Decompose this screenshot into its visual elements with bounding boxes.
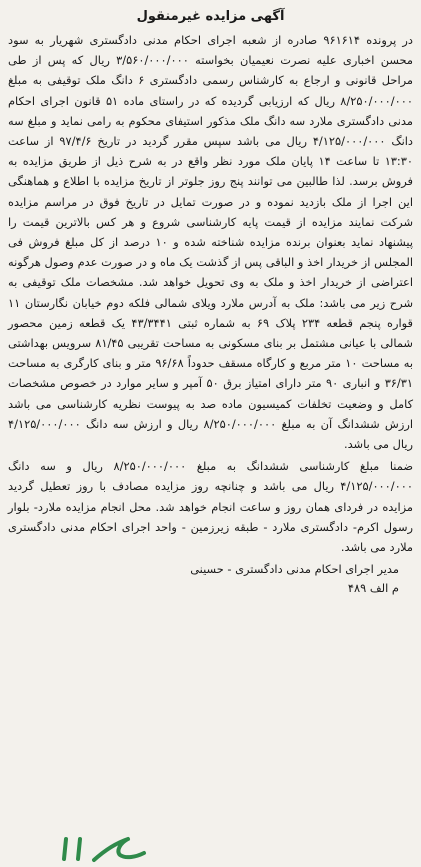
- notice-signature: مدیر اجرای احکام مدنی دادگستری - حسینی: [190, 562, 399, 577]
- notice-title: آگهی مزایده غیرمنقول: [136, 9, 285, 24]
- handwritten-number-stamp: [58, 833, 148, 863]
- notice-body-paragraph-2: ضمنا مبلغ کارشناسی ششدانگ به مبلغ ۸/۲۵۰/۰۰۰/۰۰۰ ریال و سه دانگ ۴/۱۲۵/۰۰۰/۰۰۰ ریال می باشد و چنانچه روز مزایده مصادف با روز تعطیل گردید مزایده در فردای همان روز و ساعت انجام خواهد شد. محل انجام مزایده ملارد- بلوار رسول اکرم- دادگستری ملارد - طبقه زیرزمین - واحد اجرای احکام مدنی دادگستری ملارد می باشد.: [8, 459, 414, 555]
- notice-reference-code: م الف ۴۸۹: [347, 581, 399, 596]
- notice-body-paragraph-1: در پرونده ۹۶۱۶۱۴ صادره از شعبه اجرای احکام مدنی دادگستری شهریار به سود محسن اخباری علیه نصرت نعیمیان بخواسته ۳/۵۶۰/۰۰۰/۰۰۰ ریال که پس از طی مراحل قانونی و ارجاع به کارشناس رسمی دادگستری ۶ دانگ ملک توقیفی به مبلغ ۸/۲۵۰/۰۰۰/۰۰۰ ریال که ارزیابی گردیده که در راستای ماده ۵۱ قانون اجرای احکام مدنی دادگستری ملارد سه دانگ ملک مذکور استیفای محکوم به رامی نماید و مبلغ سه دانگ ۴/۱۲۵/۰۰۰/۰۰۰ ریال می باشد سپس مقرر گردید در تاریخ ۹۷/۴/۶ از ساعت ۱۳:۳۰ تا ساعت ۱۴ پایان ملک مورد نظر واقع در به شرح ذیل از طریق مزایده به فروش برسد. لذا طالبین می توانند پنج روز جلوتر از تاریخ مزایده با اطلاع و هماهنگی این اجرا از ملک بازدید نموده و در صورت تمایل در تاریخ فوق در مراسم مزایده شرکت نمایند مزایده از قیمت پایه کارشناسی شروع و هر کس بالاترین قیمت را پیشنهاد نماید بعنوان برنده مزایده شناخته شده و ۱۰ درصد از کل مبلغ فروش فی المجلس از خریدار اخذ و الباقی پس از گذشت یک ماه و در صورت عدم وصول هرگونه اعتراضی از خریدار اخذ و ملک به وی تحویل خواهد شد. مشخصات ملک توقیفی به شرح زیر می باشد: ملک به آدرس ملارد ویلای شمالی فلکه دوم خیابان نگارستان ۱۱ قواره پنجم قطعه ۲۳۴ پلاک ۶۹ به شماره ثبتی ۴۳/۳۴۴۱ یک قطعه زمین محصور شمالی با عیانی مشتمل بر بنای مسکونی به مساحت تقریبی ۸۱/۴۵ سرویس بهداشتی به مساحت ۱۰ متر مربع و کارگاه مسقف حدوداً ۹۶/۶۸ متر و بنای کارگری به مساحت ۳۶/۳۱ و انباری ۹۰ متر دارای امتیاز برق ۵۰ آمپر و سایر موارد در خصوص مشخصات کامل و وضعیت تخلفات کمیسیون ماده صد به پیوست نظریه کارشناسی می باشد ارزش ششدانگ آن به مبلغ ۸/۲۵۰/۰۰۰/۰۰۰ ریال و ارزش سه دانگ ۴/۱۲۵/۰۰۰/۰۰۰ ریال می باشد.: [8, 33, 413, 452]
